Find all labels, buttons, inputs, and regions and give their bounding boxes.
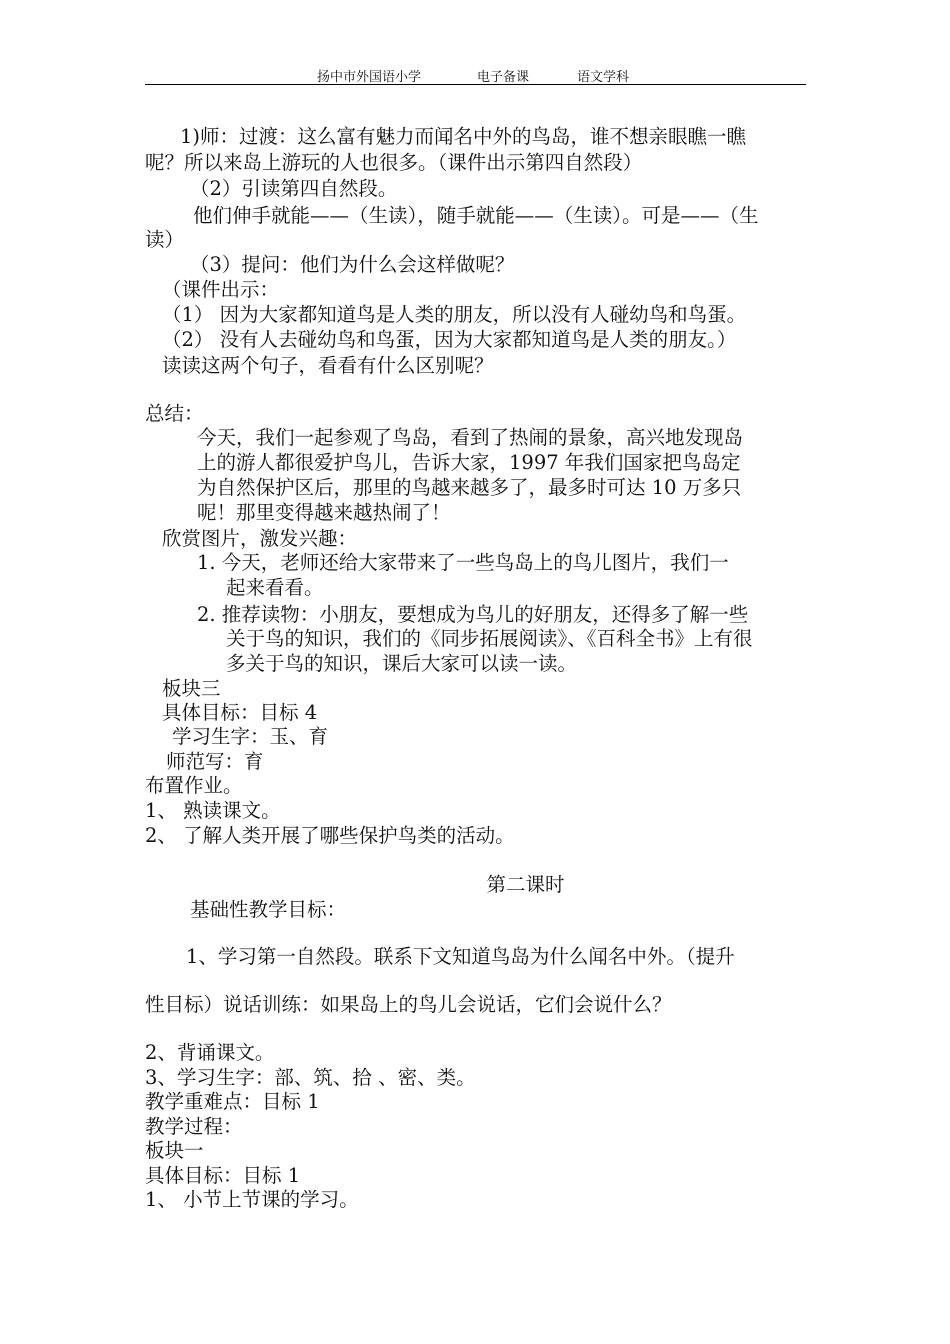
text-line: 读） xyxy=(145,228,185,251)
text-line: 呢！那里变得越来越热闹了！ xyxy=(197,501,451,524)
text-line: 多关于鸟的知识，课后大家可以读一读。 xyxy=(226,652,578,675)
list-item: 2、 了解人类开展了哪些保护鸟类的活动。 xyxy=(145,824,515,847)
section-title: 第二课时 xyxy=(486,873,565,896)
text-line: （3）提问：他们为什么会这样做呢？ xyxy=(190,253,515,276)
list-item: 1、 熟读课文。 xyxy=(145,799,281,822)
text-line: 布置作业。 xyxy=(145,774,243,797)
page-header xyxy=(145,66,806,85)
text-line: 今天，我们一起参观了鸟岛，看到了热闹的景象，高兴地发现岛 xyxy=(197,426,744,449)
header-type: 电子备课 xyxy=(477,70,530,85)
section-label: 板块一 xyxy=(145,1139,204,1162)
list-item: 1、 小节上节课的学习。 xyxy=(145,1188,359,1211)
text-line: （2）引读第四自然段。 xyxy=(190,177,398,200)
text-line: 3、学习生字：部、筑、拾 、密、类。 xyxy=(145,1066,476,1089)
text-line: 具体目标：目标 1 xyxy=(145,1164,301,1187)
text-line: 1)师：过渡：这么富有魅力而闻名中外的鸟岛，谁不想亲眼瞧一瞧 xyxy=(180,125,747,148)
section-label: 总结： xyxy=(145,402,204,425)
text-line: 读读这两个句子，看看有什么区别呢？ xyxy=(162,354,494,377)
text-line: 教学重难点：目标 1 xyxy=(145,1090,320,1113)
text-line: 学习生字：玉、育 xyxy=(172,725,329,748)
text-line: 具体目标：目标 4 xyxy=(162,701,318,724)
header-school: 扬中市外国语小学 xyxy=(317,70,422,85)
text-line: 师范写：育 xyxy=(166,750,264,773)
section-label: 板块三 xyxy=(162,677,221,700)
text-line: 基础性教学目标： xyxy=(190,898,347,921)
text-line: 教学过程： xyxy=(145,1115,243,1138)
header-subject: 语文学科 xyxy=(577,70,630,85)
text-line: 上的游人都很爱护鸟儿，告诉大家，1997 年我们国家把鸟岛定 xyxy=(197,451,741,474)
text-line: 关于鸟的知识，我们的《同步拓展阅读》、《百科全书》上有很 xyxy=(226,627,753,650)
text-line: 呢？所以来岛上游玩的人也很多。（课件出示第四自然段） xyxy=(145,151,643,174)
text-line: 起来看看。 xyxy=(226,576,324,599)
text-line: （1） 因为大家都知道鸟是人类的朋友，所以没有人碰幼鸟和鸟蛋。 xyxy=(162,303,747,326)
text-line: （课件出示： xyxy=(162,278,280,301)
text-line: 为自然保护区后，那里的鸟越来越多了，最多时可达 10 万多只 xyxy=(197,476,742,499)
text-line: 欣赏图片，激发兴趣： xyxy=(162,527,358,550)
text-line: 性目标）说话训练：如果岛上的鸟儿会说话，它们会说什么？ xyxy=(145,993,672,1016)
text-line: （2） 没有人去碰幼鸟和鸟蛋，因为大家都知道鸟是人类的朋友。） xyxy=(162,328,737,351)
text-line: 2、背诵课文。 xyxy=(145,1041,275,1064)
list-item: 1. 今天，老师还给大家带来了一些鸟岛上的鸟儿图片，我们一 xyxy=(197,551,729,574)
text-line: 他们伸手就能——（生读），随手就能——（生读）。可是——（生 xyxy=(193,204,759,227)
text-line: 1、学习第一自然段。联系下文知道鸟岛为什么闻名中外。（提升 xyxy=(186,945,735,968)
list-item: 2. 推荐读物：小朋友，要想成为鸟儿的好朋友，还得多了解一些 xyxy=(197,603,749,626)
